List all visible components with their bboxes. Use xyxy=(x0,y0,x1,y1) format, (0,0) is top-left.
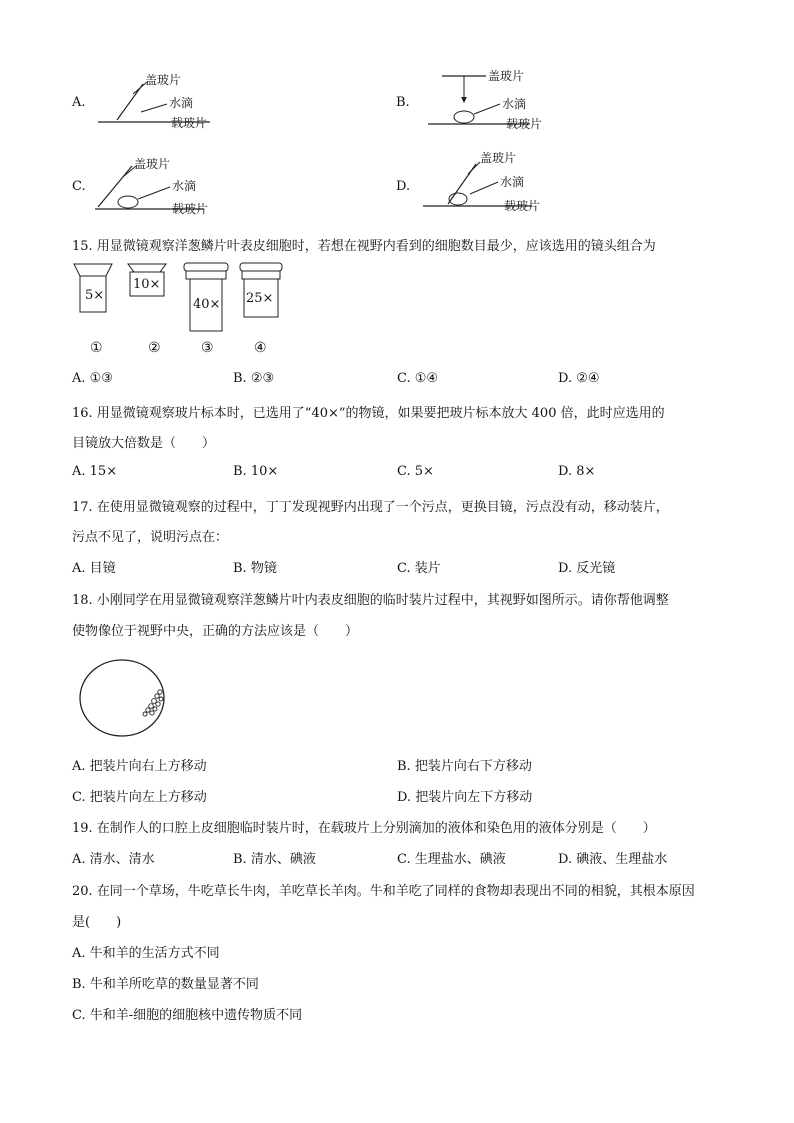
coverslip-line xyxy=(98,166,132,207)
lens-4-objective xyxy=(240,263,282,356)
slide-label: 载玻片 xyxy=(504,199,541,213)
drop-label: 水滴 xyxy=(172,179,197,193)
lens-2-mag: 10× xyxy=(133,277,161,292)
q14-option-c-letter: C. xyxy=(72,179,86,194)
water-drop-icon xyxy=(118,196,138,208)
q20-stem-line1: 20. 在同一个草场，牛吃草长牛肉，羊吃草长羊肉。牛和羊吃了同样的食物却表现出不同的相貌，其根本原因 xyxy=(72,884,695,899)
q15-stem: 15. 用显微镜观察洋葱鳞片叶表皮细胞时，若想在视野内看到的细胞数目最少，应该选用的镜头组合为 xyxy=(72,239,656,254)
q15-lens-figure xyxy=(70,262,290,360)
slide-label: 载玻片 xyxy=(506,117,543,131)
cover-label: 盖玻片 xyxy=(134,157,171,171)
q19-option-b[interactable]: B. 清水、碘液 xyxy=(233,852,316,867)
q14-option-d-diagram xyxy=(420,148,550,216)
q17-option-c[interactable]: C. 装片 xyxy=(397,561,441,576)
q14-option-b-diagram xyxy=(420,66,550,132)
q17-option-d[interactable]: D. 反光镜 xyxy=(558,561,616,576)
q18-stem-line2: 使物像位于视野中央，正确的方法应该是（ ） xyxy=(72,624,359,639)
q20-option-c[interactable]: C. 牛和羊-细胞的细胞核中遗传物质不同 xyxy=(72,1008,303,1023)
lens-1-mag: 5× xyxy=(85,288,105,303)
q15-option-b[interactable]: B. ②③ xyxy=(233,371,275,386)
lens-2-num: ② xyxy=(148,340,161,356)
q14-option-b-letter: B. xyxy=(396,95,410,110)
cover-pointer xyxy=(468,162,480,174)
q14-option-d-letter: D. xyxy=(396,179,411,194)
q14-option-a-letter: A. xyxy=(72,95,86,110)
lens-1-num: ① xyxy=(90,340,103,356)
q20-option-b[interactable]: B. 牛和羊所吃草的数量显著不同 xyxy=(72,977,259,992)
q16-option-a[interactable]: A. 15× xyxy=(72,464,118,479)
q16-option-b[interactable]: B. 10× xyxy=(233,464,279,479)
q15-option-c[interactable]: C. ①④ xyxy=(397,371,439,386)
cover-label: 盖玻片 xyxy=(145,73,182,87)
lens-2-eyepiece xyxy=(128,264,166,356)
q19-option-a[interactable]: A. 清水、清水 xyxy=(72,852,155,867)
cover-label: 盖玻片 xyxy=(488,69,525,83)
lens-1-eyepiece xyxy=(74,264,112,356)
q16-option-c[interactable]: C. 5× xyxy=(397,464,434,479)
drop-label: 水滴 xyxy=(502,97,527,111)
q14-option-c-diagram xyxy=(92,152,222,216)
lens-3-objective xyxy=(184,263,228,356)
q18-option-d[interactable]: D. 把装片向左下方移动 xyxy=(397,790,533,805)
q16-stem-line2: 目镜放大倍数是（ ） xyxy=(72,436,216,451)
drop-pointer xyxy=(141,104,167,112)
view-circle xyxy=(80,660,164,736)
lens-4-num: ④ xyxy=(254,340,267,356)
lens-3-num: ③ xyxy=(201,340,214,356)
q15-option-d[interactable]: D. ②④ xyxy=(558,371,600,386)
drop-pointer xyxy=(474,104,500,114)
lens-4-mag: 25× xyxy=(246,291,274,306)
slide-label: 载玻片 xyxy=(172,202,209,216)
q17-option-a[interactable]: A. 目镜 xyxy=(72,561,116,576)
water-drop-icon xyxy=(454,111,474,123)
q18-field-of-view xyxy=(76,657,176,741)
q19-stem: 19. 在制作人的口腔上皮细胞临时装片时，在载玻片上分别滴加的液体和染色用的液体分别是（ ） xyxy=(72,821,656,836)
q17-stem-line2: 污点不见了，说明污点在： xyxy=(72,530,229,545)
q14-option-a-diagram xyxy=(95,68,225,130)
arrow-head-icon xyxy=(461,97,467,103)
q18-option-a[interactable]: A. 把装片向右上方移动 xyxy=(72,759,207,774)
drop-label: 水滴 xyxy=(500,175,525,189)
q17-option-b[interactable]: B. 物镜 xyxy=(233,561,277,576)
slide-label: 载玻片 xyxy=(171,116,208,130)
q16-option-d[interactable]: D. 8× xyxy=(558,464,596,479)
q18-stem-line1: 18. 小刚同学在用显微镜观察洋葱鳞片叶内表皮细胞的临时装片过程中，其视野如图所示。请你帮他调整 xyxy=(72,593,669,608)
q20-option-a[interactable]: A. 牛和羊的生活方式不同 xyxy=(72,946,220,961)
q18-option-c[interactable]: C. 把装片向左上方移动 xyxy=(72,790,207,805)
drop-label: 水滴 xyxy=(169,96,194,110)
q18-option-b[interactable]: B. 把装片向右下方移动 xyxy=(397,759,532,774)
cell-cluster-icon xyxy=(143,690,163,716)
q20-stem-line2: 是( ) xyxy=(72,915,122,930)
q16-stem-line1: 16. 用显微镜观察玻片标本时，已选用了“40×”的物镜，如果要把玻片标本放大 400 倍，此时应选用的 xyxy=(72,406,665,421)
drop-pointer xyxy=(470,182,498,194)
cover-label: 盖玻片 xyxy=(480,151,517,165)
q17-stem-line1: 17. 在使用显微镜观察的过程中，丁丁发现视野内出现了一个污点，更换目镜，污点没有动，移动装片， xyxy=(72,500,669,515)
q19-option-c[interactable]: C. 生理盐水、碘液 xyxy=(397,852,506,867)
q15-option-a[interactable]: A. ①③ xyxy=(72,371,113,386)
q19-option-d[interactable]: D. 碘液、生理盐水 xyxy=(558,852,668,867)
drop-pointer xyxy=(138,187,170,199)
lens-3-mag: 40× xyxy=(193,297,221,312)
